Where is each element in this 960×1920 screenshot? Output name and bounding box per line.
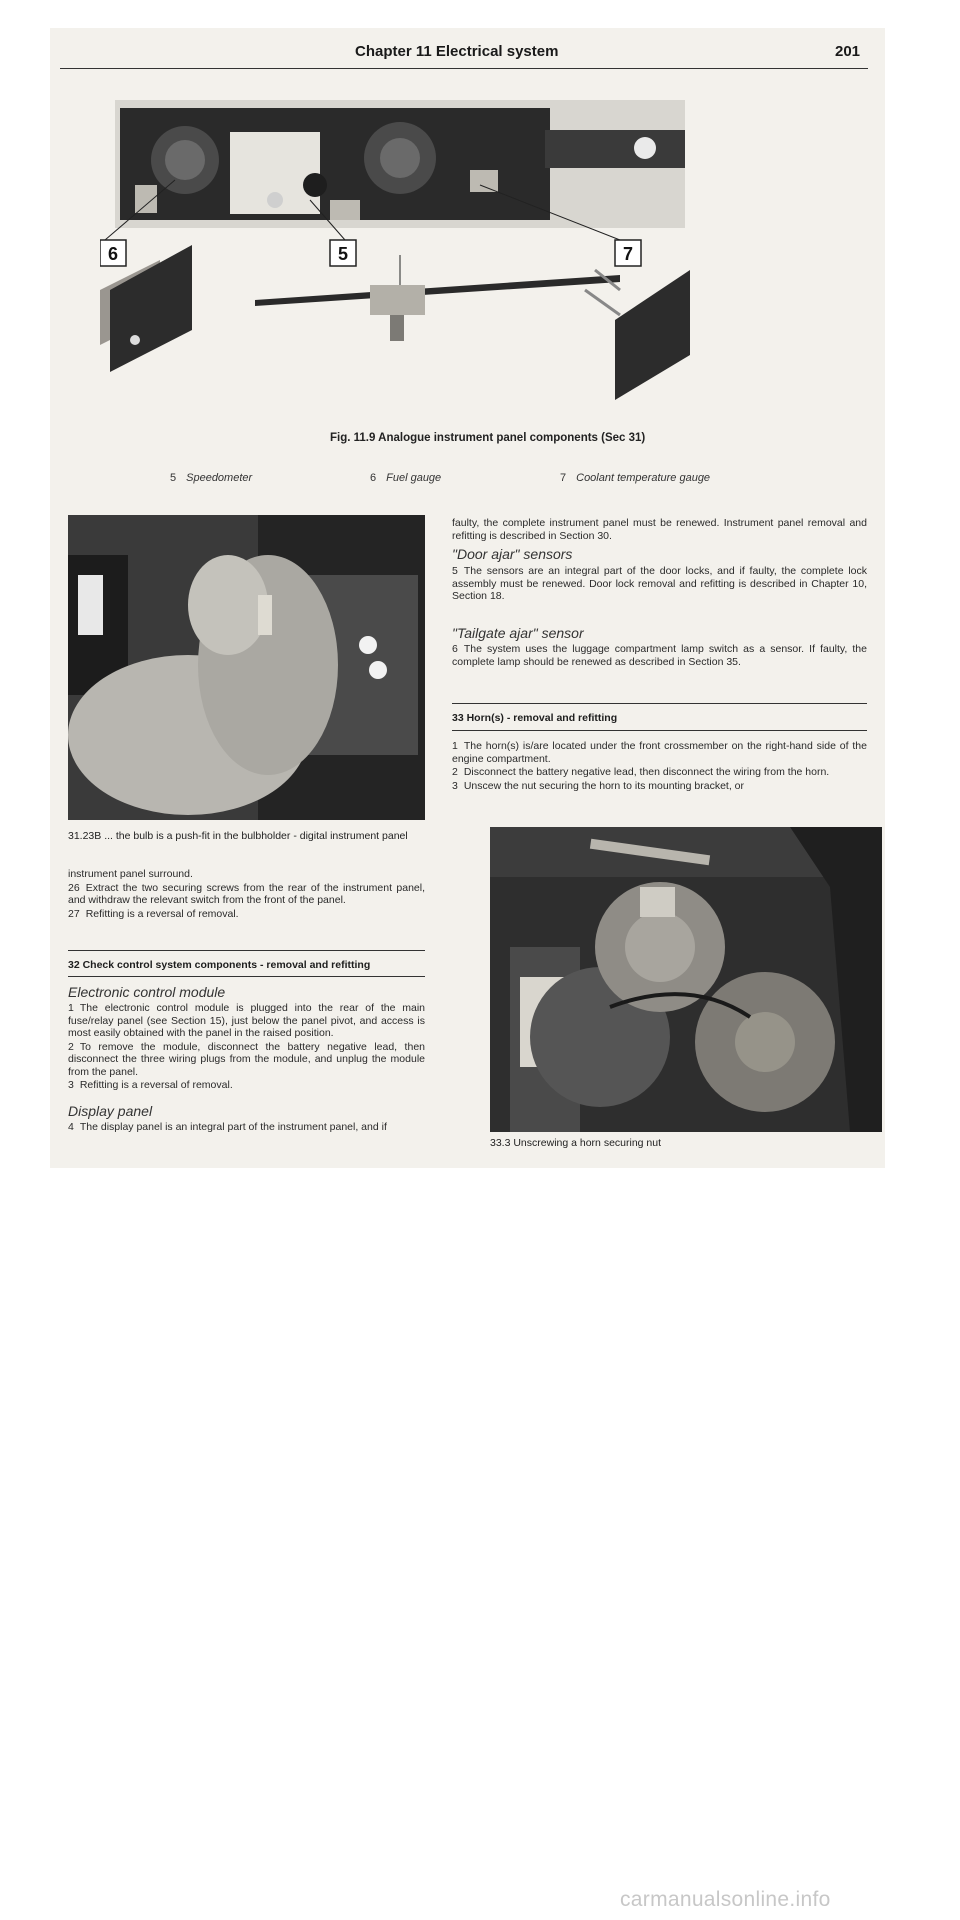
para-33-2: 2 Disconnect the battery negative lead, then disconnect the wiring from the horn.: [452, 766, 830, 778]
callout-6: [100, 240, 126, 266]
instrument-panel-photo: [115, 100, 685, 228]
subheading-door-ajar: "Door ajar" sensors: [452, 546, 573, 562]
speedometer-photo: [255, 255, 620, 341]
para-32-1: 1 The electronic control module is plugged into the rear of the main fuse/relay panel (see Section 15), just below the panel pivot, and access is most easily obtained with the panel in the raised position.: [68, 1002, 425, 1039]
section-33-rule-bottom: [452, 730, 867, 731]
callout-5: [330, 240, 356, 266]
legend-item-5: 5 Speedometer: [170, 472, 253, 484]
para-33-1: 1 The horn(s) is/are located under the front crossmember on the right-hand side of the engine compartment.: [452, 740, 867, 765]
section-32-heading: 32 Check control system components - removal and refitting: [68, 959, 371, 971]
para-32-6: 6 The system uses the luggage compartment lamp switch as a sensor. If faulty, the complete lamp should be renewed as described in Section 35.: [452, 643, 867, 668]
instrument-panel-figure: [100, 90, 860, 420]
legend-item-6: 6 Fuel gauge: [370, 472, 442, 484]
legend-item-7: 7 Coolant temperature gauge: [560, 472, 711, 484]
subheading-display-panel: Display panel: [68, 1103, 153, 1119]
header-rule: [60, 68, 868, 69]
page-number: 201: [835, 43, 861, 60]
chapter-title: Chapter 11 Electrical system: [355, 43, 559, 60]
para-27: 27 Refitting is a reversal of removal.: [68, 907, 239, 920]
para-33-3: 3 Unscew the nut securing the horn to its mounting bracket, or: [452, 779, 744, 792]
coolant-gauge-photo: [585, 270, 690, 400]
svg-text:7: 7: [622, 244, 634, 264]
para-continued: instrument panel surround.: [68, 868, 193, 880]
svg-text:5: 5: [337, 244, 349, 264]
subheading-electronic-control-module: Electronic control module: [68, 984, 226, 1000]
watermark: carmanualsonline.info: [620, 1888, 831, 1911]
para-32-3: 3 Refitting is a reversal of removal.: [68, 1079, 233, 1091]
callout-7: [615, 240, 641, 266]
section-33-rule-top: [452, 703, 867, 704]
subheading-tailgate-ajar: "Tailgate ajar" sensor: [452, 625, 584, 641]
section-33-heading: 33 Horn(s) - removal and refitting: [452, 712, 618, 724]
para-32-2: 2 To remove the module, disconnect the battery negative lead, then disconnect the three wiring plugs from the module, and unplug the module from the panel.: [68, 1040, 425, 1078]
photo-caption-31-23b: 31.23B ... the bulb is a push-fit in the bulbholder - digital instrument panel: [68, 830, 408, 842]
svg-text:6: 6: [107, 244, 119, 264]
figure-caption: Fig. 11.9 Analogue instrument panel components (Sec 31): [330, 432, 646, 444]
left-text-block-1: [68, 868, 425, 921]
right-text-block-33: [452, 740, 867, 793]
section-32-rule-bottom: [68, 976, 425, 977]
section-32-rule-top: [68, 950, 425, 951]
para-32-5: 5 The sensors are an integral part of the door locks, and if faulty, the complete lock assembly must be renewed. Door lock removal and refitting is described in Chapter 10, Section 18.: [452, 565, 867, 602]
para-26: 26 Extract the two securing screws from the rear of the instrument panel, and withdraw the relevant switch from the front of the panel.: [68, 881, 425, 906]
horn-photo: [490, 827, 882, 1132]
photo-caption-33-3: 33.3 Unscrewing a horn securing nut: [490, 1137, 662, 1149]
right-para-continued: faulty, the complete instrument panel must be renewed. Instrument panel removal and refitting is described in Section 30.: [452, 517, 867, 542]
left-text-block-2: [68, 1002, 425, 1093]
bulb-photo: [68, 515, 425, 820]
para-32-4: 4 The display panel is an integral part of the instrument panel, and if: [68, 1121, 387, 1133]
